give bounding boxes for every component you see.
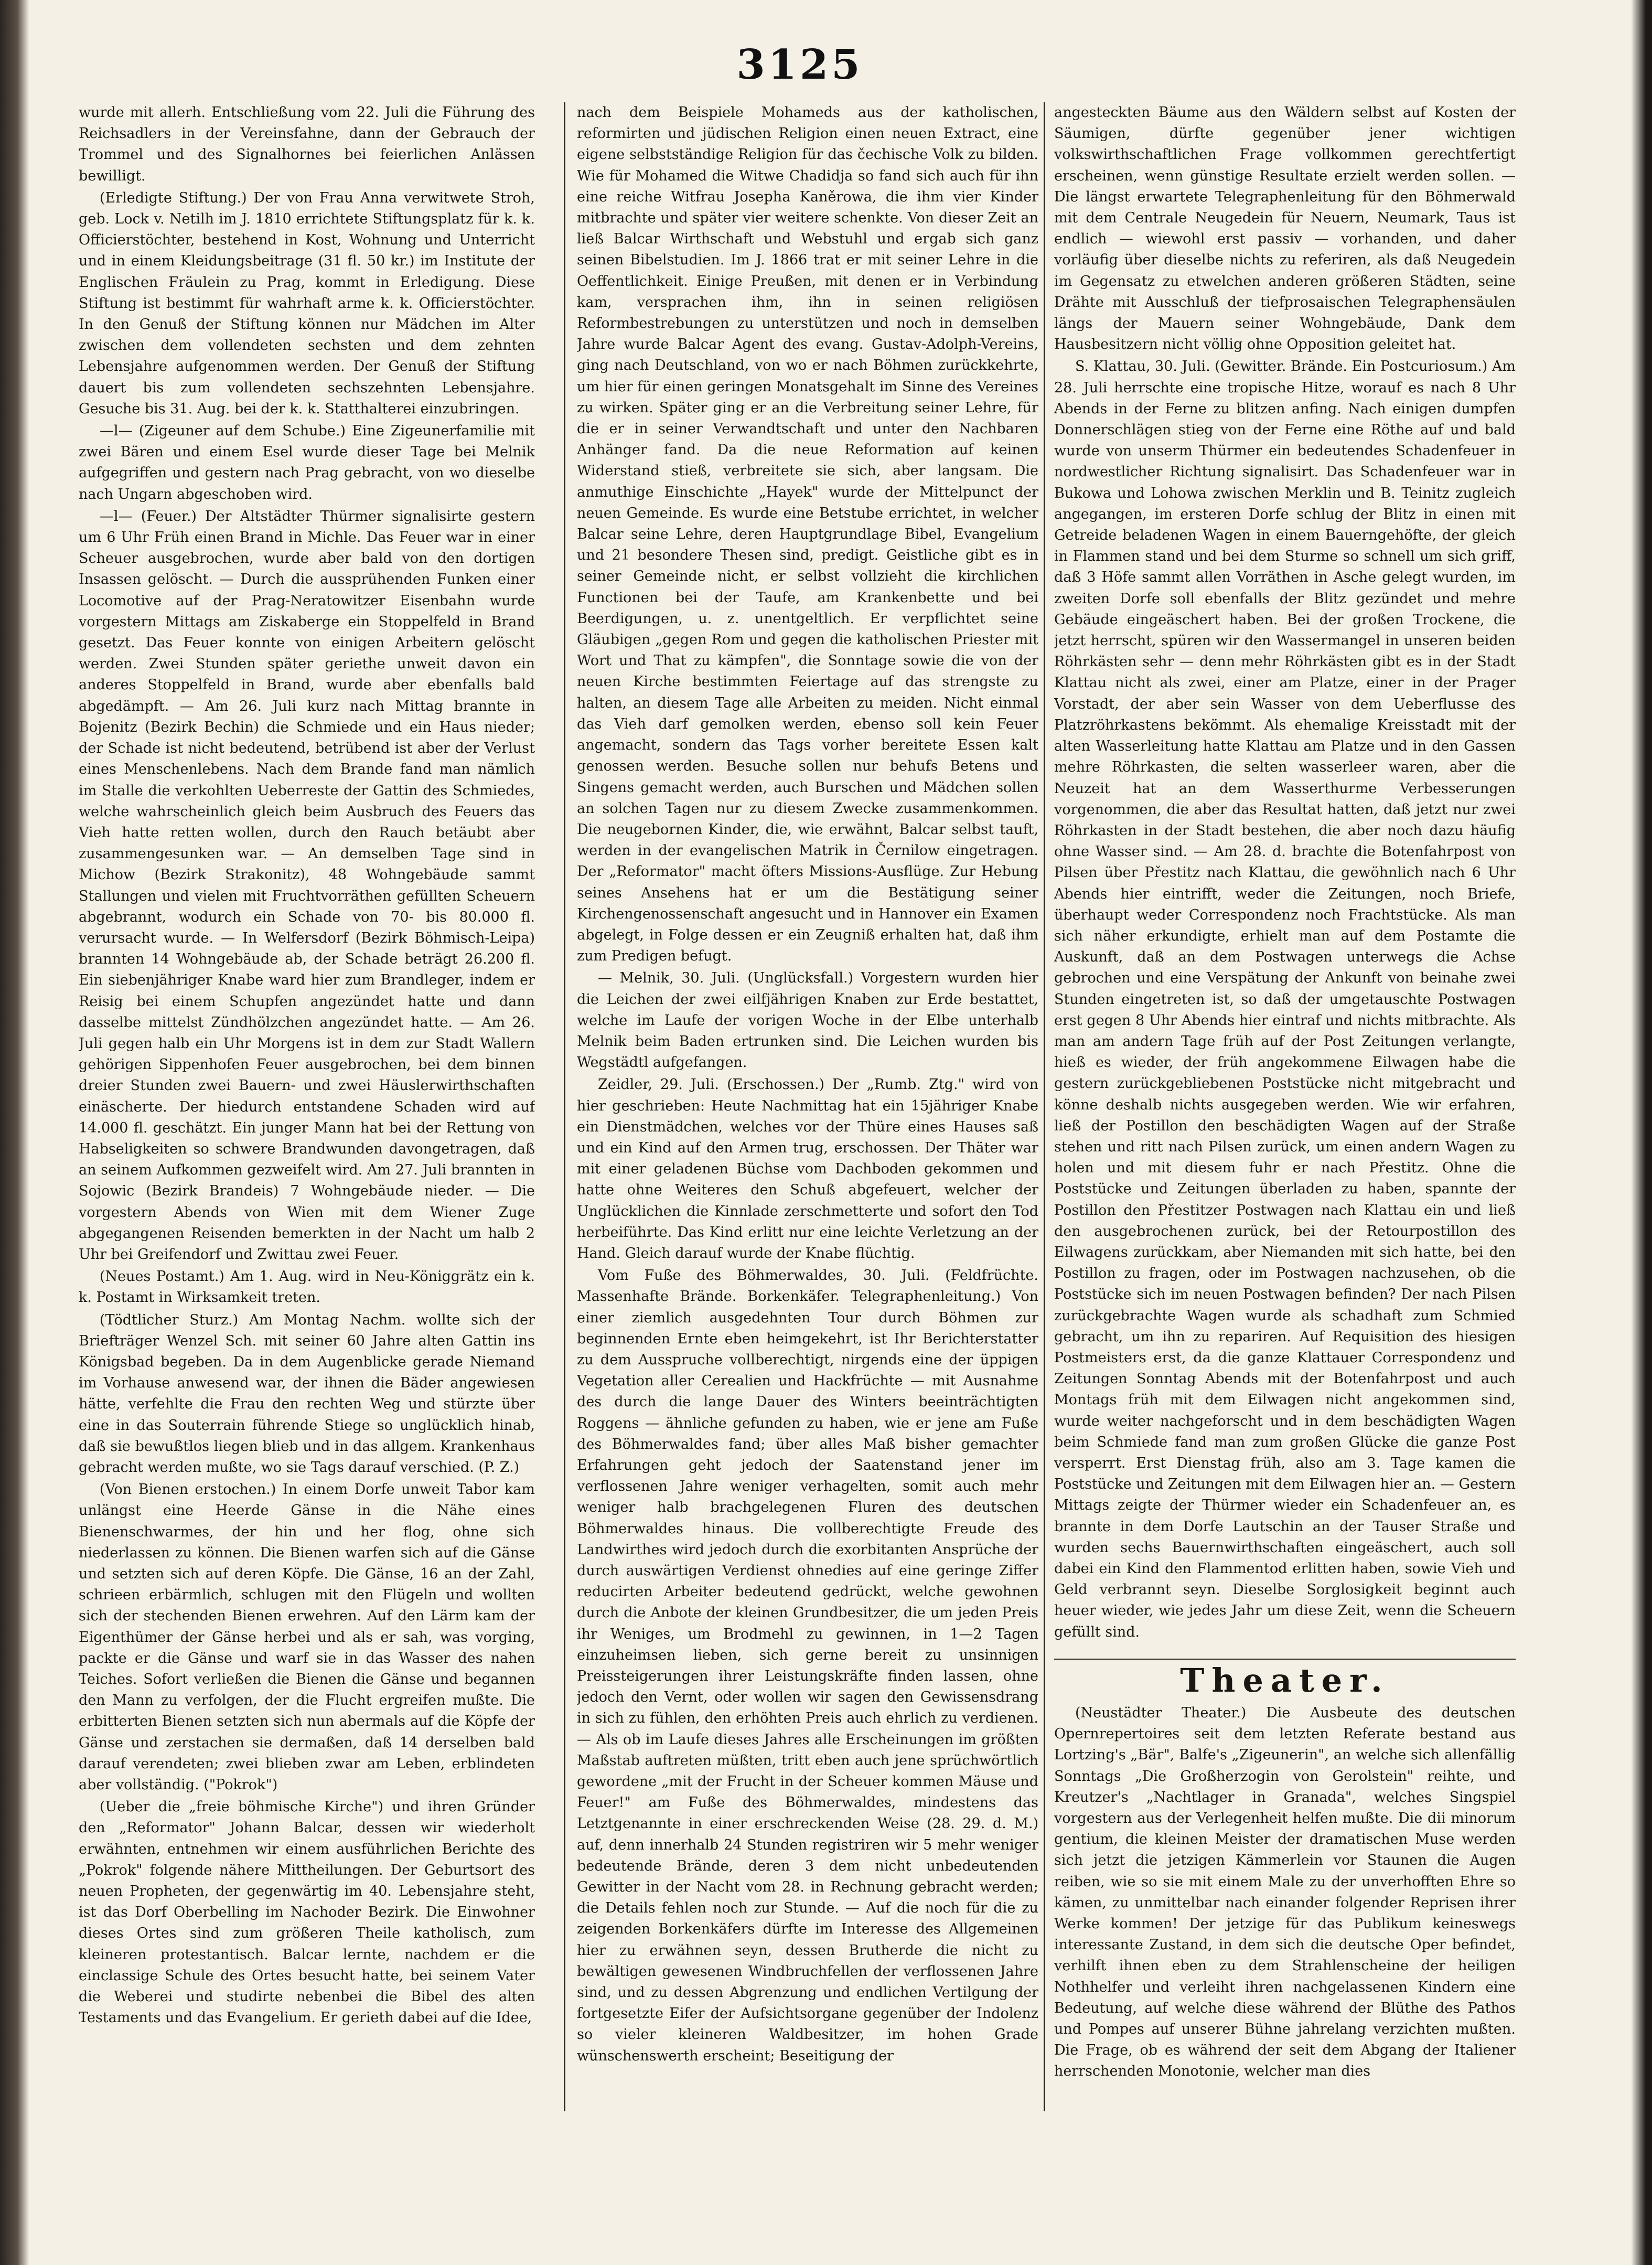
article-paragraph: Zeidler, 29. Juli. (Erschossen.) Der „Rumb. Ztg." wird von hier geschrieben: Heute Nachmittag hat ein 15jähriger Knabe ein Dienstmädchen, welches vor der Thüre eines Hauses saß und ein Kind auf den Armen trug, erschossen. Der Thäter war mit einer geladenen Büchse vom Dachboden gekommen und hatte ohne Weiteres den Schuß abgefeuert, welcher der Unglücklichen die Kinnlade zerschmetterte und sofort den Tod herbeiführte. Das Kind erlitt nur eine leichte Verletzung an der Hand. Gleich darauf wurde der Knabe flüchtig. <box>577 1076 1038 1262</box>
column-divider <box>564 102 565 2111</box>
article-paragraph: S. Klattau, 30. Juli. (Gewitter. Brände. Ein Postcuriosum.) Am 28. Juli herrschte eine tropische Hitze, worauf es nach 8 Uhr Abends in der Ferne zu blitzen anfing. Nach einigen dumpfen Donnerschlägen stieg von der Ferne eine Röthe auf und bald wurde von unserm Thürmer ein bedeutendes Schadenfeuer in nordwestlicher Richtung signalisirt. Das Schadenfeuer war in Bukowa und Lohowa zwischen Merklin und B. Teinitz zugleich angegangen, im ersteren Dorfe schlug der Blitz in einen mit Getreide beladenen Wagen in einem Bauerngehöfte, der gleich in Flammen stand und bei dem Sturme so schnell um sich griff, daß 3 Höfe sammt allen Vorräthen in Asche gelegt wurden, im zweiten Dorfe soll ebenfalls der Blitz gezündet und mehre Gebäude eingeäschert haben. Bei der großen Trockene, die jetzt herrscht, spüren wir den Wassermangel in unseren beiden Röhrkästen sehr — denn mehr Röhrkästen gibt es in der Stadt Klattau nicht als zwei, einer am Platze, einer in der Prager Vorstadt, der aber sein Wasser von dem Ueberflusse des Platzröhrkastens bekömmt. Als ehemalige Kreisstadt mit der alten Wasserleitung hatte Klattau am Platze und in den Gassen mehre Röhrkasten, die selten wasserleer waren, aber die Neuzeit hat an dem Wasserthurme Verbesserungen vorgenommen, die aber das Resultat hatten, daß jetzt nur zwei Röhrkasten in der Stadt bestehen, die aber noch dazu häufig ohne Wasser sind. — Am 28. d. brachte die Botenfahrpost von Pilsen über Přestitz nach Klattau, die gewöhnlich nach 6 Uhr Abends hier eintrifft, weder die Zeitungen, noch Briefe, überhaupt weder Correspondenz noch Frachtstücke. Als man sich näher erkundigte, erhielt man auf dem Postamte die Auskunft, daß an dem Postwagen unterwegs die Achse gebrochen und eine Verspätung der Ankunft von beinahe zwei Stunden eingetreten ist, so daß der umgetauschte Postwagen erst gegen 8 Uhr Abends hier eintraf und nichts mitbrachte. Als man am andern Tage früh auf der Post Zeitungen verlangte, hieß es wieder, der früh angekommene Eilwagen habe die gestern zurückgebliebenen Poststücke nicht mitgebracht und könne deshalb nichts ausgegeben werden. Wie wir erfahren, ließ der Postillon den beschädigten Wagen auf der Straße stehen und ritt nach Pilsen zurück, um einen andern Wagen zu holen und mit diesem fuhr er nach Přestitz. Ohne die Poststücke und Zeitungen überladen zu haben, spannte der Postillon den Přestitzer Postwagen nach Klattau ein und ließ den ausgebrochenen zurück, bei der Retourpostillon des Eilwagens zurückkam, aber Niemanden mit sich hatte, bei den Postillon zu fragen, oder im Postwagen nachzusehen, ob die Poststücke sich im neuen Postwagen befinden? Der nach Pilsen zurückgebrachte Wagen wurde als schadhaft zum Schmied gebracht, um ihn zu repariren. Auf Requisition des hiesigen Postmeisters erst, da die ganze Klattauer Correspondenz und Zeitungen Sonntag Abends mit der Botenfahrpost und auch Montags früh mit dem Eilwagen nicht angekommen sind, wurde weiter nachgeforscht und in dem beschädigten Wagen beim Schmiede fand man zum großen Glücke die ganze Post versperrt. Erst Dienstag früh, also am 3. Tage kamen die Poststücke und Zeitungen mit dem Eilwagen hier an. — Gestern Mittags zeigte der Thürmer wieder ein Schadenfeuer an, es brannte in dem Dorfe Lautschin an der Tauser Straße und wurden sechs Bauernwirthschaften eingeäschert, auch soll dabei ein Kind den Flammentod erlitten haben, sowie Vieh und Geld verbrannt seyn. Dieselbe Sorglosigkeit beginnt auch heuer wieder, wie jedes Jahr um diese Zeit, wenn die Scheuern gefüllt sind. <box>1054 358 1516 1640</box>
section-title-theater: Theater. <box>1054 1659 1516 1691</box>
binding-shadow <box>0 0 29 2265</box>
article-paragraph: (Tödtlicher Sturz.) Am Montag Nachm. wollte sich der Briefträger Wenzel Sch. mit seiner 60 Jahre alten Gattin ins Königsbad begeben. Da in dem Augenblicke gerade Niemand im Vorhause anwesend war, der ihnen die Bäder angewiesen hätte, verfehlte die Frau den rechten Weg und stürzte über eine in das Souterrain führende Stiege so unglücklich hinab, daß sie bewußtlos liegen blieb und in das allgem. Krankenhaus gebracht werden mußte, wo sie Tags darauf verschied. (P. Z.) <box>79 1311 535 1476</box>
article-paragraph: —l— (Zigeuner auf dem Schube.) Eine Zigeunerfamilie mit zwei Bären und einem Esel wurde dieser Tage bei Melnik aufgegriffen und gestern nach Prag gebracht, von wo dieselbe nach Ungarn abgeschoben wird. <box>79 423 535 503</box>
column-1 <box>79 102 535 2117</box>
column-divider <box>1044 102 1045 2111</box>
article-paragraph: (Neustädter Theater.) Die Ausbeute des deutschen Opernrepertoires seit dem letzten Referate bestand aus Lortzing's „Bär", Balfe's „Zigeunerin", an welche sich allenfällig Sonntags „Die Großherzogin von Gerolstein" reihte, und Kreutzer's „Nachtlager in Granada", welches Singspiel vorgestern aus der Verlegenheit helfen mußte. Die dii minorum gentium, die kleinen Meister der dramatischen Muse werden sich jetzt die jetzigen Kämmerlein vor Staunen die Augen reiben, wie so sie mit einem Male zu der unverhofften Ehre so kämen, zu unmittelbar nach einander folgender Reprisen ihrer Werke kommen! Der jetzige für das Publikum keineswegs interessante Zustand, in dem sich die deutsche Oper befindet, verhilft ihnen eben zu dem Strahlenscheine der heiligen Nothhelfer und verleiht ihren nachgelassenen Kindern eine Bedeutung, auf welche diese während der Blüthe des Pathos und Pompes auf unserer Bühne jahrelang verzichten mußten. Die Frage, ob es während der seit dem Abgang der Italiener herrschenden Monotonie, welcher man dies <box>1054 1705 1516 2080</box>
column-2 <box>577 102 1038 2117</box>
article-paragraph: wurde mit allerh. Entschließung vom 22. Juli die Führung des Reichsadlers in der Vereinsfahne, dann der Gebrauch der Trommel und des Signalhornes bei feierlichen Anlässen bewilligt. <box>79 104 535 184</box>
article-paragraph: (Erledigte Stiftung.) Der von Frau Anna verwitwete Stroh, geb. Lock v. Netilh im J. 1810 errichtete Stiftungsplatz für k. k. Officierstöchter, bestehend in Kost, Wohnung und Unterricht und in einem Kleidungsbeitrage (31 fl. 50 kr.) im Institute der Englischen Fräulein zu Prag, kommt in Erledigung. Diese Stiftung ist bestimmt für wahrhaft arme k. k. Officierstöchter. In den Genuß der Stiftung können nur Mädchen im Alter zwischen dem vollendeten sechsten und dem zehnten Lebensjahre aufgenommen werden. Der Genuß der Stiftung dauert bis zum vollendeten sechszehnten Lebensjahre. Gesuche bis 31. Aug. bei der k. k. Statthalterei einzubringen. <box>79 189 535 417</box>
page-number: 3125 <box>736 41 863 89</box>
article-paragraph: —l— (Feuer.) Der Altstädter Thürmer signalisirte gestern um 6 Uhr Früh einen Brand in Michle. Das Feuer war in einer Scheuer ausgebrochen, wurde aber bald von den dortigen Insassen gelöscht. — Durch die aussprühenden Funken einer Locomotive auf der Prag-Neratowitzer Eisenbahn wurde vorgestern Mittags am Ziskaberge ein Stoppelfeld in Brand gesetzt. Das Feuer konnte von einigen Arbeitern gelöscht werden. Zwei Stunden später geriethe unweit davon ein anderes Stoppelfeld in Brand, wurde aber ebenfalls bald abgedämpft. — Am 26. Juli kurz nach Mittag brannte in Bojenitz (Bezirk Bechin) die Schmiede und ein Haus nieder; der Schade ist nicht bedeutend, betrübend ist aber der Verlust eines Menschenlebens. Nach dem Brande fand man nämlich im Stalle die verkohlten Ueberreste der Gattin des Schmiedes, welche wahrscheinlich gleich beim Ausbruch des Feuers das Vieh hatte retten wollen, durch den Rauch betäubt aber zusammengesunken war. — An demselben Tage sind in Michow (Bezirk Strakonitz), 48 Wohngebäude sammt Stallungen und vielen mit Fruchtvorräthen gefüllten Scheuern abgebrannt, wodurch ein Schade von 70- bis 80.000 fl. verursacht wurde. — In Welfersdorf (Bezirk Böhmisch-Leipa) brannten 14 Wohngebäude ab, der Schade beträgt 26.200 fl. Ein siebenjähriger Knabe ward hier zum Brandleger, indem er Reisig bei einem Schupfen angezündet hatte und dann dasselbe mittelst Zündhölzchen angezündet hatte. — Am 26. Juli gegen halb ein Uhr Morgens ist in dem zur Stadt Wallern gehörigen Sippenhofen Feuer ausgebrochen, bei dem binnen dreier Stunden zwei Bauern- und zwei Häuslerwirthschaften einäscherte. Der hiedurch entstandene Schaden wird auf 14.000 fl. geschätzt. Ein junger Mann hat bei der Rettung von Habseligkeiten so schwere Brandwunden davongetragen, daß an seinem Aufkommen gezweifelt wird. Am 27. Juli brannten in Sojowic (Bezirk Brandeis) 7 Wohngebäude nieder. — Die vorgestern Abends von Wien mit dem Wiener Zuge abgegangenen Reisenden bemerkten in der Nacht um halb 2 Uhr bei Greifendorf und Zwittau zwei Feuer. <box>79 508 535 1263</box>
article-paragraph: (Ueber die „freie böhmische Kirche") und ihren Gründer den „Reformator" Johann Balcar, dessen wir wiederholt erwähnten, entnehmen wir einem ausführlichen Berichte des „Pokrok" folgende nähere Mittheilungen. Der Geburtsort des neuen Propheten, der gegenwärtig im 40. Lebensjahre steht, ist das Dorf Oberbelling im Nachoder Bezirk. Die Einwohner dieses Ortes sind zum größeren Theile katholisch, zum kleineren protestantisch. Balcar lernte, nachdem er die einclassige Schule des Ortes besucht hatte, bei seinem Vater die Weberei und studirte nebenbei die Bibel des alten Testaments und das Evangelium. Er gerieth dabei auf die Idee, <box>79 1799 535 2026</box>
page-edge-shadow <box>1631 0 1652 2265</box>
column-3 <box>1054 102 1516 2117</box>
article-paragraph: (Neues Postamt.) Am 1. Aug. wird in Neu-Königgrätz ein k. k. Postamt in Wirksamkeit treten. <box>79 1268 535 1306</box>
article-paragraph: Vom Fuße des Böhmerwaldes, 30. Juli. (Feldfrüchte. Massenhafte Brände. Borkenkäfer. Telegraphenleitung.) Von einer ziemlich ausgedehnten Tour durch Böhmen zur beginnenden Ernte eben heimgekehrt, ist Ihr Berichterstatter zu dem Ausspruche vollberechtigt, nirgends eine der üppigen Vegetation aller Cerealien und Hackfrüchte — mit Ausnahme des durch die lange Dauer des Winters beeinträchtigten Roggens — ähnliche gefunden zu haben, wie er jene am Fuße des Böhmerwaldes fand; über alles Maß bisher gemachter Erfahrungen geht jedoch der Saatenstand jener im verflossenen Jahre weniger verhagelten, somit auch mehr weniger halb brachgelegenen Fluren des deutschen Böhmerwaldes hinaus. Die vollberechtigte Freude des Landwirthes wird jedoch durch die exorbitanten Ansprüche der durch auswärtigen Verdienst ohnedies auf eine geringe Ziffer reducirten Arbeiter bedeutend gedrückt, welche gewohnen durch die Anbote der kleinen Grundbesitzer, die um jeden Preis ihr Weniges, um Brodmehl zu gewinnen, in 1—2 Tagen einzuheimsen lieben, sich gerne bereit zu unsinnigen Preissteigerungen ihrer Leistungskräfte finden lassen, ohne jedoch den Vernt, oder wollen wir sagen den Gewissensdrang in sich zu fühlen, den erhöhten Preis auch ehrlich zu verdienen. — Als ob im Laufe dieses Jahres alle Erscheinungen im größten Maßstab auftreten müßten, tritt eben auch jene sprüchwörtlich gewordene „mit der Frucht in der Scheuer kommen Mäuse und Feuer!" am Fuße des Böhmerwaldes, mindestens das Letztgenannte in einer erschreckenden Weise (28. 29. d. M.) auf, denn innerhalb 24 Stunden registriren wir 5 mehr weniger bedeutende Brände, deren 3 dem nicht unbedeutenden Gewitter in der Nacht vom 28. in Rechnung gebracht werden; die Details fehlen noch zur Stunde. — Auf die noch für die zu zeigenden Borkenkäfers dürfte im Interesse des Allgemeinen hier zu erwähnen seyn, dessen Brutherde die nicht zu bewältigen gewesenen Windbruchfellen der verflossenen Jahre sind, und zu dessen Abgrenzung und endlichen Vertilgung der fortgesetzte Eifer der Aufsichtsorgane gegenüber der Indolenz so vieler kleineren Waldbesitzer, im hohen Grade wünschenswerth erscheint; Beseitigung der <box>577 1267 1038 2064</box>
article-paragraph: nach dem Beispiele Mohameds aus der katholischen, reformirten und jüdischen Religion einen neuen Extract, eine eigene selbstständige Religion für das čechische Volk zu bilden. Wie für Mohamed die Witwe Chadidja so fand sich auch für ihn eine reiche Witfrau Josepha Kaněrowa, die ihm vier Kinder mitbrachte und später vier weitere schenkte. Von dieser Zeit an ließ Balcar Wirthschaft und Webstuhl und ergab sich ganz seinen Bibelstudien. Im J. 1866 trat er mit seiner Lehre in die Oeffentlichkeit. Einige Preußen, mit denen er in Verbindung kam, versprachen ihm, ihn in seinen religiösen Reformbestrebungen zu unterstützen und noch in demselben Jahre wurde Balcar Agent des evang. Gustav-Adolph-Vereins, ging nach Deutschland, von wo er nach Böhmen zurückkehrte, um hier für einen geringen Monatsgehalt im Sinne des Vereines zu wirken. Später ging er an die Verbreitung seiner Lehre, für die er in seiner Verwandtschaft und unter den Nachbaren Anhänger fand. Da die neue Reformation auf keinen Widerstand stieß, verbreitete sie sich, aber langsam. Die anmuthige Einschichte „Hayek" wurde der Mittelpunct der neuen Gemeinde. Es wurde eine Betstube errichtet, in welcher Balcar seine Lehre, deren Hauptgrundlage Bibel, Evangelium und 21 besondere Thesen sind, predigt. Geistliche gibt es in seiner Gemeinde nicht, er selbst vollzieht die kirchlichen Functionen bei der Taufe, am Krankenbette und bei Beerdigungen, u. z. unentgeltlich. Er verpflichtet seine Gläubigen „gegen Rom und gegen die katholischen Priester mit Wort und That zu kämpfen", die Sonntage sowie die von der neuen Kirche bestimmten Feiertage auf das strengste zu halten, an diesem Tage alle Arbeiten zu meiden. Nicht einmal das Vieh darf gemolken werden, ebenso soll kein Feuer angemacht, sondern das Tags vorher bereitete Essen kalt genossen werden. Besuche sollen nur behufs Betens und Singens gemacht werden, auch Burschen und Mädchen sollen an solchen Tagen nur zu diesem Zwecke zusammenkommen. Die neugebornen Kinder, die, wie erwähnt, Balcar selbst tauft, werden in der evangelischen Matrik in Černilow eingetragen. Der „Reformator" macht öfters Missions-Ausflüge. Zur Hebung seines Ansehens hat er um die Bestätigung seiner Kirchengenossenschaft angesucht und in Hannover ein Examen abgelegt, in Folge dessen er ein Zeugniß erhalten hat, daß ihm zum Predigen befugt. <box>577 104 1038 965</box>
article-paragraph: angesteckten Bäume aus den Wäldern selbst auf Kosten der Säumigen, dürfte gegenüber jener wichtigen volkswirthschaftlichen Frage vollkommen gerechtfertigt erscheinen, wenn günstige Resultate erzielt werden sollen. — Die längst erwartete Telegraphenleitung für den Böhmerwald mit dem Centrale Neugedein für Neuern, Neumark, Taus ist endlich — wiewohl erst passiv — vorhanden, und daher vorläufig über dieselbe nichts zu referiren, als daß Neugedein im Gegensatz zu etwelchen anderen größeren Städten, seine Drähte mit Ausschluß der tiefprosaischen Telegraphensäulen längs der Mauern seiner Wohngebäude, Dank dem Hausbesitzern nicht völlig ohne Opposition geleitet hat. <box>1054 104 1516 353</box>
article-paragraph: (Von Bienen erstochen.) In einem Dorfe unweit Tabor kam unlängst eine Heerde Gänse in die Nähe eines Bienenschwarmes, der hin und her flog, ohne sich niederlassen zu können. Die Bienen warfen sich auf die Gänse und setzten sich auf deren Köpfe. Die Gänse, 16 an der Zahl, schrieen erbärmlich, schlugen mit den Flügeln und wollten sich der stechenden Bienen erwehren. Auf den Lärm kam der Eigenthümer der Gänse herbei und als er sah, was vorging, packte er die Gänse und warf sie in das Wasser des nahen Teiches. Sofort verließen die Bienen die Gänse und begannen den Mann zu verfolgen, der die Flucht ergreifen mußte. Die erbitterten Bienen setzten sich nun abermals auf die Köpfe der Gänse und zerstachen sie dermaßen, daß 14 derselben bald darauf verendeten; zwei blieben zwar am Leben, erblindeten aber vollständig. ("Pokrok") <box>79 1481 535 1793</box>
article-paragraph: — Melnik, 30. Juli. (Unglücksfall.) Vorgestern wurden hier die Leichen der zwei eilfjährigen Knaben zur Erde bestattet, welche im Laufe der vorigen Woche in der Elbe unterhalb Melnik beim Baden ertrunken sind. Die Leichen wurden bis Wegstädtl aufgefangen. <box>577 970 1038 1071</box>
